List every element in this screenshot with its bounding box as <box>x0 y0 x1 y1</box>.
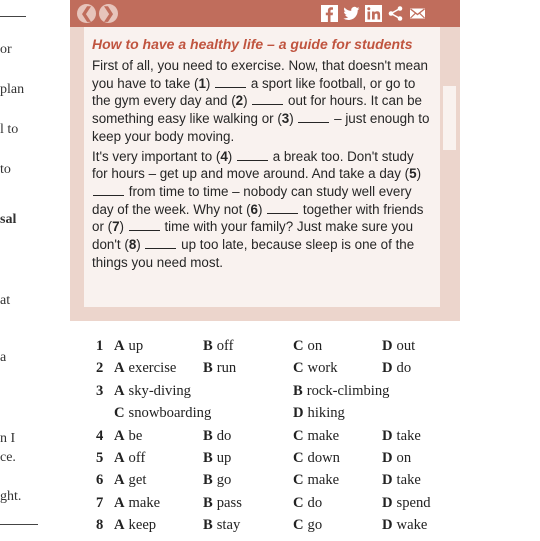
option-a[interactable]: A up <box>114 338 144 354</box>
margin-fragment: a <box>0 350 7 365</box>
option-c[interactable]: C work <box>293 360 338 377</box>
scrollbar-thumb[interactable] <box>443 86 456 150</box>
gap-number: 6 <box>250 201 258 217</box>
option-a[interactable]: A exercise <box>114 360 177 377</box>
article-paragraph: First of all, you need to exercise. Now, that doesn't mean you have to take (1) a sport like football, or go to the gym every day and (2) out for hours. It can be something easy like walking or (3) – just enough to keep your body moving. <box>92 58 430 144</box>
margin-fragment: at <box>0 293 11 308</box>
blank-gap <box>129 220 160 231</box>
option-a[interactable]: A off <box>114 449 146 466</box>
blank-gap <box>267 203 298 214</box>
option-a[interactable]: A get <box>114 472 147 489</box>
option-b[interactable]: B pass <box>203 494 242 511</box>
share-icon[interactable] <box>387 5 404 22</box>
margin-fragment: ce. <box>0 450 16 465</box>
option-d[interactable]: D wake <box>382 517 428 534</box>
option-c[interactable]: C make <box>293 427 340 444</box>
question-number: 1 <box>96 338 104 354</box>
option-a[interactable]: A be <box>114 427 143 444</box>
answer-options <box>96 338 476 540</box>
answer-row <box>96 472 476 494</box>
option-c[interactable]: C make <box>293 472 340 489</box>
blank-gap <box>93 185 124 196</box>
option-d[interactable]: D take <box>382 472 421 489</box>
question-number: 7 <box>96 494 104 511</box>
question-number: 3 <box>96 382 104 399</box>
question-number: 2 <box>96 360 104 377</box>
article-card <box>70 0 460 321</box>
question-number: 5 <box>96 449 104 466</box>
linkedin-icon[interactable] <box>365 5 382 22</box>
divider-rule <box>0 524 38 525</box>
option-b[interactable]: B stay <box>203 517 241 534</box>
option-c[interactable]: C do <box>293 494 323 511</box>
answer-row <box>96 405 476 427</box>
blank-gap <box>237 150 268 161</box>
answer-row <box>96 338 476 360</box>
gap-number: 5 <box>409 166 417 182</box>
margin-fragment: n I <box>0 431 16 446</box>
gap-number: 7 <box>112 219 120 235</box>
option-c[interactable]: C on <box>293 338 323 354</box>
twitter-icon[interactable] <box>343 5 360 22</box>
gap-number: 1 <box>198 75 206 91</box>
option-b[interactable]: B go <box>203 472 232 489</box>
chevron-left-icon: ❮ <box>80 5 93 22</box>
answer-row <box>96 428 476 450</box>
option-b[interactable]: B do <box>203 427 232 444</box>
margin-fragment: ght. <box>0 489 22 504</box>
previous-button[interactable] <box>77 4 96 23</box>
option-b[interactable]: B up <box>203 449 232 466</box>
option-a[interactable]: A make <box>114 494 161 511</box>
article-paragraph: It's very important to (4) a break too. Don't study for hours – get up and move around. And take a day (5) from time to time – nobody can study well every day of the week. Why not (6) together with friends or (7) time with your family? Just make sure you don't (8) up too late, because sleep is one of the things you need most. <box>92 148 424 270</box>
option-c[interactable]: C down <box>293 449 340 466</box>
blank-gap <box>145 238 176 249</box>
margin-fragment: l to <box>0 122 19 137</box>
email-icon[interactable] <box>409 5 426 22</box>
card-header-bar <box>70 0 460 27</box>
option-d[interactable]: D spend <box>382 494 431 511</box>
adjacent-page-margin <box>0 0 60 541</box>
option-d[interactable]: D out <box>382 338 416 354</box>
gap-number: 4 <box>220 148 228 164</box>
option-b[interactable]: B run <box>203 360 237 377</box>
question-number: 8 <box>96 517 104 534</box>
article-title: How to have a healthy life – a guide for students <box>92 36 413 52</box>
facebook-icon[interactable] <box>321 5 338 22</box>
answer-row <box>96 517 476 539</box>
option-a[interactable]: A sky-diving <box>114 382 191 399</box>
chevron-right-icon: ❯ <box>102 5 115 22</box>
answer-row <box>96 383 476 405</box>
blank-gap <box>215 77 246 88</box>
option-c[interactable]: C go <box>293 517 323 534</box>
option-d[interactable]: D do <box>382 360 412 377</box>
option-b[interactable]: B rock-climbing <box>293 382 390 399</box>
question-number: 4 <box>96 427 104 444</box>
divider-rule <box>0 16 26 17</box>
question-number: 6 <box>96 472 104 489</box>
blank-gap <box>298 112 329 123</box>
answer-row <box>96 450 476 472</box>
margin-fragment: to <box>0 162 11 177</box>
next-button[interactable] <box>99 4 118 23</box>
gap-number: 8 <box>128 237 137 253</box>
article-body <box>84 27 440 307</box>
option-c[interactable]: C snowboarding <box>114 405 212 422</box>
margin-fragment: sal <box>0 212 17 227</box>
option-b[interactable]: B off <box>203 338 234 354</box>
blank-gap <box>252 94 283 105</box>
gap-number: 2 <box>235 93 244 109</box>
margin-fragment: plan <box>0 82 25 97</box>
answer-row <box>96 360 476 382</box>
gap-number: 3 <box>281 111 290 127</box>
option-a[interactable]: A keep <box>114 517 157 534</box>
margin-fragment: or <box>0 42 12 57</box>
option-d[interactable]: D hiking <box>293 405 345 422</box>
answer-row <box>96 495 476 517</box>
share-toolbar <box>321 5 426 22</box>
option-d[interactable]: D on <box>382 449 412 466</box>
option-d[interactable]: D take <box>382 427 421 444</box>
